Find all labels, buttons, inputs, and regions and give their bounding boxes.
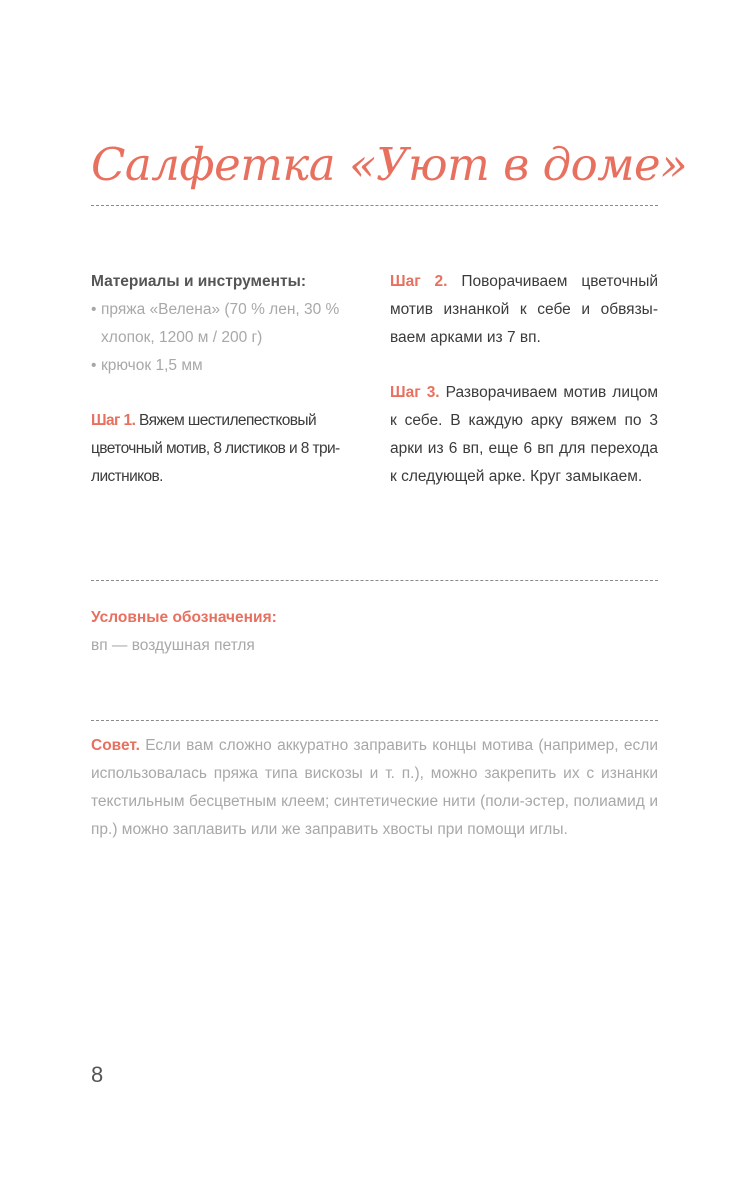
step-2-label: Шаг 2. xyxy=(390,273,448,290)
page-title: Салфетка «Уют в доме» xyxy=(91,138,688,191)
left-column xyxy=(91,268,361,491)
step-3-label: Шаг 3. xyxy=(390,384,440,401)
tip-divider xyxy=(91,720,658,721)
step-2-text: Поворачиваем цветочный мотив изнанкой к себе и обвязы-ваем арками из 7 вп. xyxy=(390,273,658,346)
materials-item: • пряжа «Велена» (70 % лен, 30 % хлопок, 1200 м / 200 г) xyxy=(91,296,361,352)
legend-section xyxy=(91,604,658,660)
materials-list xyxy=(91,296,361,380)
materials-heading: Материалы и инструменты: xyxy=(91,273,306,290)
legend-heading: Условные обозначения: xyxy=(91,609,277,626)
step-1-text: Вяжем шестилепестковый цветочный мотив, 8 листиков и 8 три-листников. xyxy=(91,412,340,485)
tip-text: Если вам сложно аккуратно заправить концы мотива (например, если использовалась пряжа типа вискозы и т. п.), можно закрепить их с изнанки текстильным бесцветным клеем; синтетические нити (поли-эстер, полиамид и пр.) можно заплавить или же заправить хвосты при помощи иглы. xyxy=(91,737,658,838)
page-number: 8 xyxy=(91,1062,104,1087)
step-1-label: Шаг 1. xyxy=(91,412,136,429)
legend-divider xyxy=(91,580,658,581)
step-2 xyxy=(390,268,658,352)
step-1 xyxy=(91,407,361,491)
right-column xyxy=(390,268,658,491)
tip-label: Совет. xyxy=(91,737,140,754)
tip-section xyxy=(91,732,658,844)
materials-item: • крючок 1,5 мм xyxy=(91,352,361,380)
legend-text: вп — воздушная петля xyxy=(91,637,255,654)
step-3-text: Разворачиваем мотив лицом к себе. В каждую арку вяжем по 3 арки из 6 вп, еще 6 вп для перехода к следующей арке. Круг замыкаем. xyxy=(390,384,658,485)
step-3 xyxy=(390,379,658,491)
title-divider xyxy=(91,205,658,206)
